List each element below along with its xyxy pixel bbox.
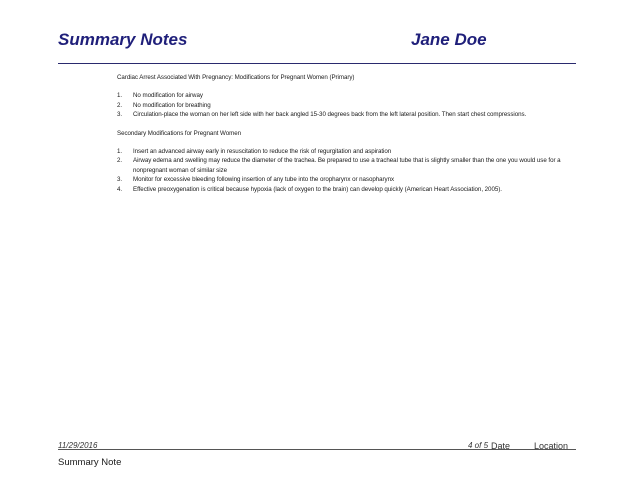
list-item: 1. Insert an advanced airway early in resuscitation to reduce the risk of regurgitation and aspiration [117,148,392,156]
footer-divider [58,449,576,450]
page-number: 4 of 5 [468,441,489,450]
page-title: Summary Notes [58,30,188,49]
header-divider [58,63,576,64]
list-item: 1. No modification for airway [117,92,203,100]
list-item: 2. No modification for breathing [117,101,211,109]
location-label: Location [534,441,569,451]
footer-date: 11/29/2016 [58,441,98,450]
notes-content [117,73,567,203]
list-item: 3. Monitor for excessive bleeding following insertion of any tube into the oropharynx or nasopharynx [117,176,395,184]
section-title-primary: Cardiac Arrest Associated With Pregnancy: Modifications for Pregnant Women (Primary) [117,74,355,81]
section-title-secondary: Secondary Modifications for Pregnant Women [117,129,242,137]
date-label: Date [491,441,511,451]
secondary-modifications-list [117,147,567,194]
person-name: Jane Doe [411,30,487,49]
footer-note: Summary Note [58,457,122,468]
primary-modifications-list [117,91,567,119]
list-item: 3. Circulation-place the woman on her left side with her back angled 15-30 degrees back from the left lateral position. Then start chest compressions. [117,111,527,119]
list-item: 4. Effective preoxygenation is critical because hypoxia (lack of oxygen to the brain) can develop quickly (American Heart Association, 2005). [117,185,502,193]
list-item: 2. Airway edema and swelling may reduce the diameter of the trachea. Be prepared to use a tracheal tube that is slightly smaller than the one you would use for a nonpregnant woman of similar size [117,157,561,174]
